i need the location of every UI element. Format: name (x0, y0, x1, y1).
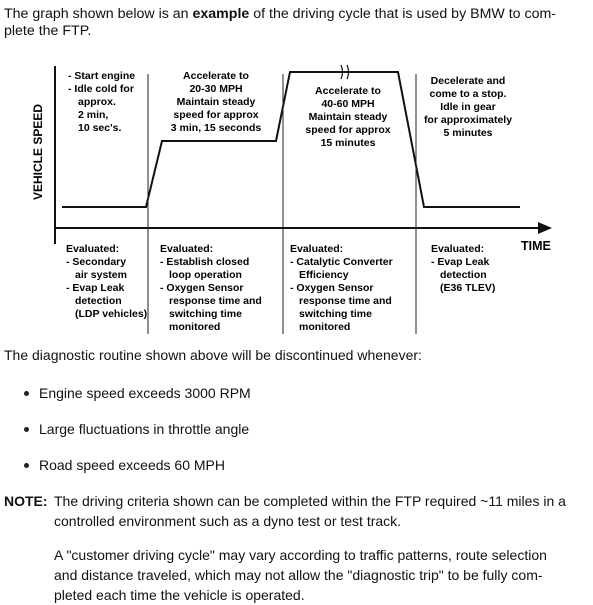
intro-line-1: The graph shown below is an example of the driving cycle that is used by BMW to com- (4, 6, 557, 22)
svg-text:- Oxygen Sensor: - Oxygen Sensor (290, 282, 374, 294)
svg-text:Maintain steady: Maintain steady (308, 111, 388, 123)
svg-text:- Oxygen Sensor: - Oxygen Sensor (160, 282, 244, 294)
svg-text:Idle in gear: Idle in gear (440, 101, 496, 113)
phase-4-label (424, 75, 512, 139)
svg-text:switching time: switching time (169, 308, 242, 320)
evaluated-column-2 (160, 243, 262, 333)
list-item: Large fluctuations in throttle angle (24, 421, 249, 437)
evaluated-column-4 (431, 243, 495, 294)
svg-text:loop operation: loop operation (169, 269, 242, 281)
svg-text:switching time: switching time (299, 308, 372, 320)
svg-text:10 sec's.: 10 sec's. (78, 122, 122, 134)
x-axis-arrowhead (538, 222, 552, 234)
list-item: Engine speed exceeds 3000 RPM (24, 385, 251, 401)
svg-text:for approximately: for approximately (423, 114, 513, 126)
svg-text:Evaluated:: Evaluated: (66, 243, 120, 255)
svg-text:- Evap Leak: - Evap Leak (66, 282, 125, 294)
list-item: Road speed exceeds 60 MPH (24, 457, 225, 473)
svg-text:Maintain steady: Maintain steady (176, 96, 256, 108)
note-label: NOTE: (4, 493, 48, 509)
svg-text:Evaluated:: Evaluated: (290, 243, 344, 255)
svg-text:detection: detection (440, 269, 487, 281)
intro-bold-word: example (192, 6, 250, 22)
svg-text:(LDP vehicles): (LDP vehicles) (75, 308, 148, 320)
bullet-icon (24, 463, 29, 468)
note-body (54, 491, 587, 605)
svg-text:Evaluated:: Evaluated: (160, 243, 214, 255)
svg-text:Decelerate and: Decelerate and (430, 75, 506, 87)
svg-text:Evaluated:: Evaluated: (431, 243, 485, 255)
y-axis-label: VEHICLE SPEED (31, 103, 45, 201)
evaluated-column-1 (66, 243, 147, 320)
svg-text:15 minutes: 15 minutes (320, 137, 376, 149)
x-axis-label: TIME (521, 239, 551, 253)
svg-text:- Catalytic Converter: - Catalytic Converter (290, 256, 393, 268)
svg-text:monitored: monitored (299, 321, 351, 333)
svg-text:come to a stop.: come to a stop. (429, 88, 507, 100)
svg-text:- Secondary: - Secondary (66, 256, 127, 268)
phase-3-label (305, 85, 390, 149)
svg-text:- Idle cold for: - Idle cold for (68, 83, 134, 95)
bullet-icon (24, 427, 29, 432)
evaluated-column-3 (290, 243, 393, 333)
phase-2-label (171, 70, 262, 134)
svg-text:- Evap Leak: - Evap Leak (431, 256, 490, 268)
svg-text:response time and: response time and (299, 295, 392, 307)
note-paragraph-1: The driving criteria shown can be completed within the FTP required ~11 miles in a controlled environment such as a dyno test or test track. (54, 493, 566, 529)
svg-text:5 minutes: 5 minutes (443, 127, 493, 139)
svg-text:approx.: approx. (78, 96, 116, 108)
svg-text:air system: air system (75, 269, 127, 281)
svg-text:speed for approx: speed for approx (305, 124, 391, 136)
svg-text:Accelerate to: Accelerate to (315, 85, 381, 97)
svg-text:(E36 TLEV): (E36 TLEV) (440, 282, 496, 294)
svg-text:Efficiency: Efficiency (299, 269, 349, 281)
svg-text:Accelerate to: Accelerate to (183, 70, 249, 82)
svg-text:response time and: response time and (169, 295, 262, 307)
svg-text:3 min, 15 seconds: 3 min, 15 seconds (170, 122, 262, 134)
discontinue-conditions (4, 347, 422, 363)
svg-text:monitored: monitored (169, 321, 221, 333)
conditions-intro: The diagnostic routine shown above will be discontinued whenever: (4, 347, 422, 363)
svg-text:detection: detection (75, 295, 122, 307)
svg-text:speed for approx: speed for approx (173, 109, 259, 121)
phase-1-label (68, 70, 135, 134)
intro-paragraph (4, 6, 589, 40)
driving-cycle-diagram (0, 56, 593, 336)
svg-text:- Start engine: - Start engine (68, 70, 136, 82)
svg-text:- Establish closed: - Establish closed (160, 256, 250, 268)
note-paragraph-2: A "customer driving cycle" may vary according to traffic patterns, route selection and distance traveled, which may not allow the "diagnostic trip" to be fully com- pleted each time the vehicle is operated. (54, 547, 547, 603)
svg-text:20-30 MPH: 20-30 MPH (189, 83, 243, 95)
svg-text:40-60 MPH: 40-60 MPH (321, 98, 375, 110)
intro-line-2: plete the FTP. (4, 23, 92, 39)
bullet-icon (24, 391, 29, 396)
svg-text:2 min,: 2 min, (78, 109, 109, 121)
